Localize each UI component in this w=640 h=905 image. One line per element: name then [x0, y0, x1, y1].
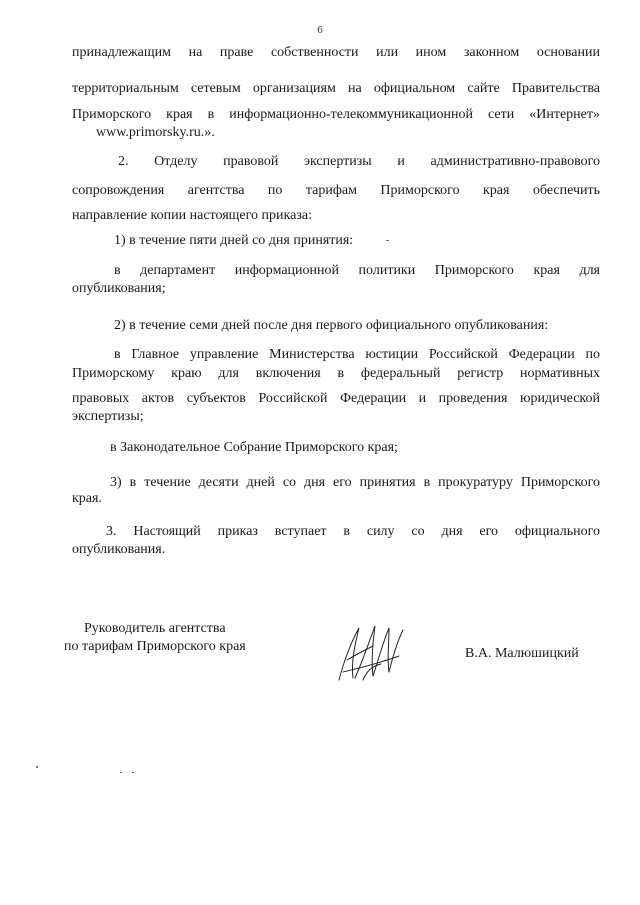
text-line: правовых актов субъектов Российской Федерации и проведения юридической	[72, 391, 600, 406]
scan-speck	[386, 240, 389, 241]
text-line: www.primorsky.ru.».	[96, 125, 215, 140]
paragraph-2-line: 2. Отделу правовой экспертизы и административно-правового	[118, 154, 600, 169]
signer-title-line2: по тарифам Приморского края	[64, 639, 246, 654]
text-line: 1) в течение пяти дней со дня принятия:	[114, 233, 354, 248]
text-line: опубликования.	[72, 542, 166, 557]
text-line: Приморскому краю для включения в федеральный регистр нормативных	[72, 366, 600, 381]
scan-speck	[132, 772, 134, 773]
paragraph-3-line: 3. Настоящий приказ вступает в силу со дня его официального	[106, 524, 600, 539]
scan-speck	[36, 766, 38, 768]
text-line: Приморского края в информационно-телекоммуникационной сети «Интернет»	[72, 107, 600, 122]
signer-name: В.А. Малюшицкий	[465, 646, 579, 661]
handwritten-signature	[333, 620, 413, 684]
signer-title-line1: Руководитель агентства	[84, 621, 226, 636]
text-line: 3) в течение десяти дней со дня его принятия в прокуратуру Приморского	[110, 475, 600, 490]
text-line: в Главное управление Министерства юстиции Российской Федерации по	[114, 347, 600, 362]
text-line: сопровождения агентства по тарифам Приморского края обеспечить	[72, 183, 600, 198]
text-line: края.	[72, 491, 102, 506]
text-line: экспертизы;	[72, 409, 144, 424]
text-line: 2) в течение семи дней после дня первого официального опубликования:	[114, 318, 549, 333]
text-line: в департамент информационной политики Приморского края для	[114, 263, 600, 278]
page-number: 6	[317, 24, 323, 36]
text-line: территориальным сетевым организациям на официальном сайте Правительства	[72, 81, 600, 96]
text-line: направление копии настоящего приказа:	[72, 208, 312, 223]
scan-speck	[120, 772, 122, 773]
text-line: в Законодательное Собрание Приморского края;	[110, 440, 398, 455]
text-line: опубликования;	[72, 281, 166, 296]
text-line: принадлежащим на праве собственности или ином законном основании	[72, 45, 600, 60]
